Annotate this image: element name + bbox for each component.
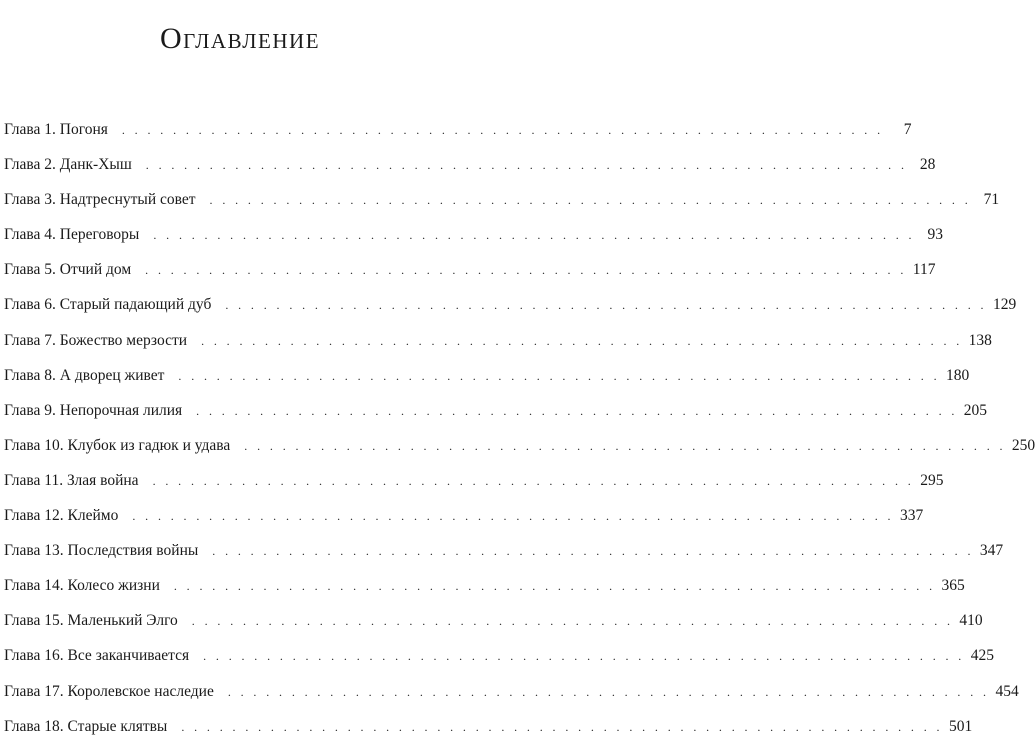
toc-entry [4, 540, 1004, 575]
toc-entry-label: Глава 18. Старые клятвы [4, 717, 168, 735]
toc-entry-label: Глава 7. Божество мерзости [4, 331, 188, 349]
toc-entry-page-number: 347 [979, 542, 1004, 560]
toc-entry-page-number: 205 [963, 401, 988, 419]
dot-leader: . . . . . . . . . . . . . . . . . . . . . . . . . . . . . . . . . . . . . . . . . . . . . . . . . . . . . . . . . . . . [225, 298, 987, 313]
dot-leader: . . . . . . . . . . . . . . . . . . . . . . . . . . . . . . . . . . . . . . . . . . . . . . . . . . . . . . . . . . . . [152, 473, 915, 488]
toc-entry-page-number: 425 [970, 647, 994, 665]
toc-entry [4, 645, 994, 680]
toc-entry [4, 259, 936, 294]
toc-entry-label: Глава 16. Все заканчивается [4, 647, 190, 665]
toc-entry [4, 294, 1017, 329]
toc-entry [4, 470, 944, 505]
toc-entry-label: Глава 10. Клубок из гадюк и удава [4, 436, 231, 454]
toc-entry [4, 575, 965, 610]
toc-entry [4, 435, 1035, 470]
dot-leader: . . . . . . . . . . . . . . . . . . . . . . . . . . . . . . . . . . . . . . . . . . . . . . . . . . . . . . . . . . . . [203, 649, 965, 664]
toc-entry-page-number: 93 [927, 226, 943, 244]
toc-entry-label: Глава 15. Маленький Элго [4, 612, 178, 630]
toc-entry-label: Глава 4. Переговоры [4, 226, 140, 244]
toc-entry [4, 610, 983, 645]
toc-entry-label: Глава 14. Колесо жизни [4, 577, 160, 595]
dot-leader: . . . . . . . . . . . . . . . . . . . . . . . . . . . . . . . . . . . . . . . . . . . . . . . . . . . . . . . . . . . . [181, 719, 943, 734]
toc-entry-label: Глава 3. Надтреснутый совет [4, 191, 196, 209]
toc-entry [4, 189, 1000, 224]
toc-entry-page-number: 365 [941, 577, 965, 595]
toc-entry-page-number: 28 [919, 156, 936, 174]
toc-entry [4, 119, 912, 154]
toc-entry-page-number: 7 [903, 121, 912, 138]
toc-entry-label: Глава 5. Отчий дом [4, 261, 132, 279]
dot-leader: . . . . . . . . . . . . . . . . . . . . . . . . . . . . . . . . . . . . . . . . . . . . . . . . . . . . . . . . . . . . [121, 123, 884, 137]
toc-entry-page-number: 501 [948, 717, 973, 735]
toc-entry-page-number: 138 [968, 331, 992, 349]
dot-leader: . . . . . . . . . . . . . . . . . . . . . . . . . . . . . . . . . . . . . . . . . . . . . . . . . . . . . . . . . . . . [212, 544, 974, 559]
dot-leader: . . . . . . . . . . . . . . . . . . . . . . . . . . . . . . . . . . . . . . . . . . . . . . . . . . . . . . . . . . . . [145, 158, 908, 173]
dot-leader: . . . . . . . . . . . . . . . . . . . . . . . . . . . . . . . . . . . . . . . . . . . . . . . . . . . . . . . . . . . . [196, 403, 958, 418]
dot-leader: . . . . . . . . . . . . . . . . . . . . . . . . . . . . . . . . . . . . . . . . . . . . . . . . . . . . . . . . . . . . [178, 368, 940, 383]
toc-entry [4, 154, 936, 189]
toc-entry [4, 365, 970, 400]
toc-entry-page-number: 117 [912, 261, 936, 279]
toc-entry-page-number: 180 [946, 366, 970, 384]
page-title: Оглавление [159, 22, 321, 56]
dot-leader: . . . . . . . . . . . . . . . . . . . . . . . . . . . . . . . . . . . . . . . . . . . . . . . . . . . . . . . . . . . . [145, 263, 907, 278]
dot-leader: . . . . . . . . . . . . . . . . . . . . . . . . . . . . . . . . . . . . . . . . . . . . . . . . . . . . . . . . . . . . [201, 333, 963, 348]
toc-entry [4, 400, 988, 435]
toc-entry [4, 505, 924, 540]
toc-entry-label: Глава 8. А дворец живет [4, 366, 165, 384]
dot-leader: . . . . . . . . . . . . . . . . . . . . . . . . . . . . . . . . . . . . . . . . . . . . . . . . . . . . . . . . . . . . [153, 228, 915, 243]
dot-leader: . . . . . . . . . . . . . . . . . . . . . . . . . . . . . . . . . . . . . . . . . . . . . . . . . . . . . . . . . . . . [227, 684, 990, 699]
toc-entry [4, 716, 973, 751]
toc-entry-label: Глава 2. Данк-Хыш [4, 156, 132, 174]
toc-entry-label: Глава 13. Последствия войны [4, 542, 199, 560]
toc-entry [4, 224, 943, 259]
toc-entry-page-number: 250 [1011, 436, 1035, 454]
toc-entry-label: Глава 6. Старый падающий дуб [4, 296, 212, 314]
toc-entry-page-number: 295 [920, 471, 944, 489]
dot-leader: . . . . . . . . . . . . . . . . . . . . . . . . . . . . . . . . . . . . . . . . . . . . . . . . . . . . . . . . . . . . [209, 193, 972, 208]
toc-entry [4, 330, 992, 365]
dot-leader: . . . . . . . . . . . . . . . . . . . . . . . . . . . . . . . . . . . . . . . . . . . . . . . . . . . . . . . . . . . . [191, 614, 954, 629]
toc-entry-label: Глава 11. Злая война [4, 471, 139, 489]
toc-entry-page-number: 71 [983, 191, 1000, 209]
dot-leader: . . . . . . . . . . . . . . . . . . . . . . . . . . . . . . . . . . . . . . . . . . . . . . . . . . . . . . . . . . . . [244, 438, 1006, 453]
toc-entry-page-number: 337 [899, 507, 924, 525]
dot-leader: . . . . . . . . . . . . . . . . . . . . . . . . . . . . . . . . . . . . . . . . . . . . . . . . . . . . . . . . . . . . [173, 579, 936, 594]
toc-entry-label: Глава 17. Королевское наследие [4, 682, 214, 700]
toc-entry-page-number: 410 [959, 612, 983, 630]
toc-entry-page-number: 454 [995, 682, 1019, 700]
table-of-contents [4, 119, 1035, 751]
toc-entry-label: Глава 9. Непорочная лилия [4, 401, 183, 419]
toc-entry [4, 681, 1019, 716]
dot-leader: . . . . . . . . . . . . . . . . . . . . . . . . . . . . . . . . . . . . . . . . . . . . . . . . . . . . . . . . . . . . [132, 509, 894, 524]
toc-entry-label: Глава 1. Погоня [4, 121, 108, 138]
toc-entry-label: Глава 12. Клеймо [4, 507, 119, 525]
toc-entry-page-number: 129 [992, 296, 1017, 314]
